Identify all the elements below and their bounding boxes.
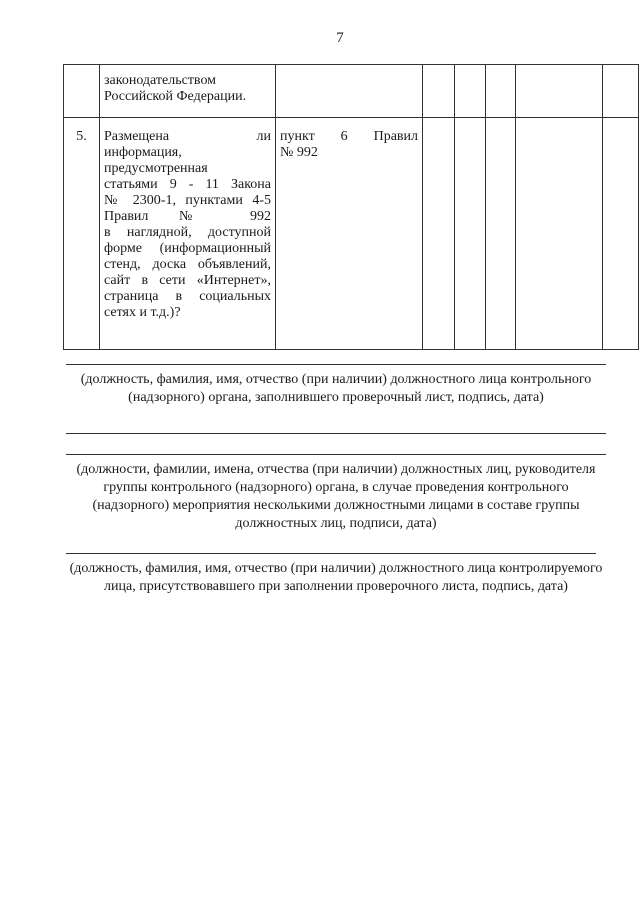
cell-answer-no xyxy=(455,65,486,118)
reference-line: № 992 xyxy=(280,145,318,160)
question-line: Правил № 992 xyxy=(104,209,271,224)
cell-answer-no xyxy=(455,118,486,350)
page-number: 7 xyxy=(336,30,344,46)
cell-answer-na xyxy=(486,65,516,118)
question-line: предусмотренная xyxy=(104,161,208,176)
question-line: в наглядной, доступной xyxy=(104,225,271,240)
question-line: Размещена ли xyxy=(104,129,271,144)
cell-number xyxy=(64,65,100,118)
inspector-signature-caption: (должность, фамилия, имя, отчество (при наличии) должностного лица контрольного (надзорного) органа, заполнившего проверочный лист, подпись, дата) xyxy=(80,372,592,405)
checklist-table xyxy=(63,64,639,350)
group-signature-block xyxy=(66,433,606,533)
cell-answer-yes xyxy=(423,118,455,350)
question-line: стенд, доска объявлений, xyxy=(104,257,271,272)
cell-number: 5. xyxy=(64,118,100,350)
question-line: Российской Федерации. xyxy=(104,89,247,104)
cell-answer-na xyxy=(486,118,516,350)
question-line: сетях и т.д.)? xyxy=(104,305,181,320)
inspector-signature-block xyxy=(66,364,606,407)
cell-reference xyxy=(276,118,423,350)
question-line: форме (информационный xyxy=(104,241,271,256)
cell-extra xyxy=(603,118,639,350)
group-signature-caption: (должности, фамилии, имена, отчества (при наличии) должностных лиц, руководителя группы контрольного (надзорного) органа, в случае проведения контрольного (надзорного) мероприятия несколькими должностными лицами в составе группы должностных лиц, подписи, дата) xyxy=(76,462,596,531)
cell-extra xyxy=(603,65,639,118)
controlled-signature-caption: (должность, фамилия, имя, отчество (при наличии) должностного лица контролируемого лица, присутствовавшего при заполнении проверочного листа, подпись, дата) xyxy=(69,561,603,594)
cell-question xyxy=(100,118,276,350)
signature-line xyxy=(66,433,606,434)
cell-comment xyxy=(516,118,603,350)
question-line: информация, xyxy=(104,145,182,160)
cell-reference xyxy=(276,65,423,118)
cell-comment xyxy=(516,65,603,118)
question-line: сайт в сети «Интернет», xyxy=(104,273,271,288)
question-line: страница в социальных xyxy=(104,289,271,304)
table-row-5 xyxy=(64,118,639,350)
cell-question xyxy=(100,65,276,118)
cell-answer-yes xyxy=(423,65,455,118)
question-line: № 2300-1, пунктами 4-5 xyxy=(104,193,271,208)
signature-line xyxy=(66,364,606,365)
controlled-signature-block xyxy=(66,553,606,596)
reference-line: пункт 6 Правил xyxy=(280,129,418,144)
question-line: законодательством xyxy=(104,73,217,88)
signature-line xyxy=(66,553,596,554)
table-row-continued xyxy=(64,65,639,118)
question-line: статьями 9 - 11 Закона xyxy=(104,177,271,192)
signature-line xyxy=(66,454,606,455)
